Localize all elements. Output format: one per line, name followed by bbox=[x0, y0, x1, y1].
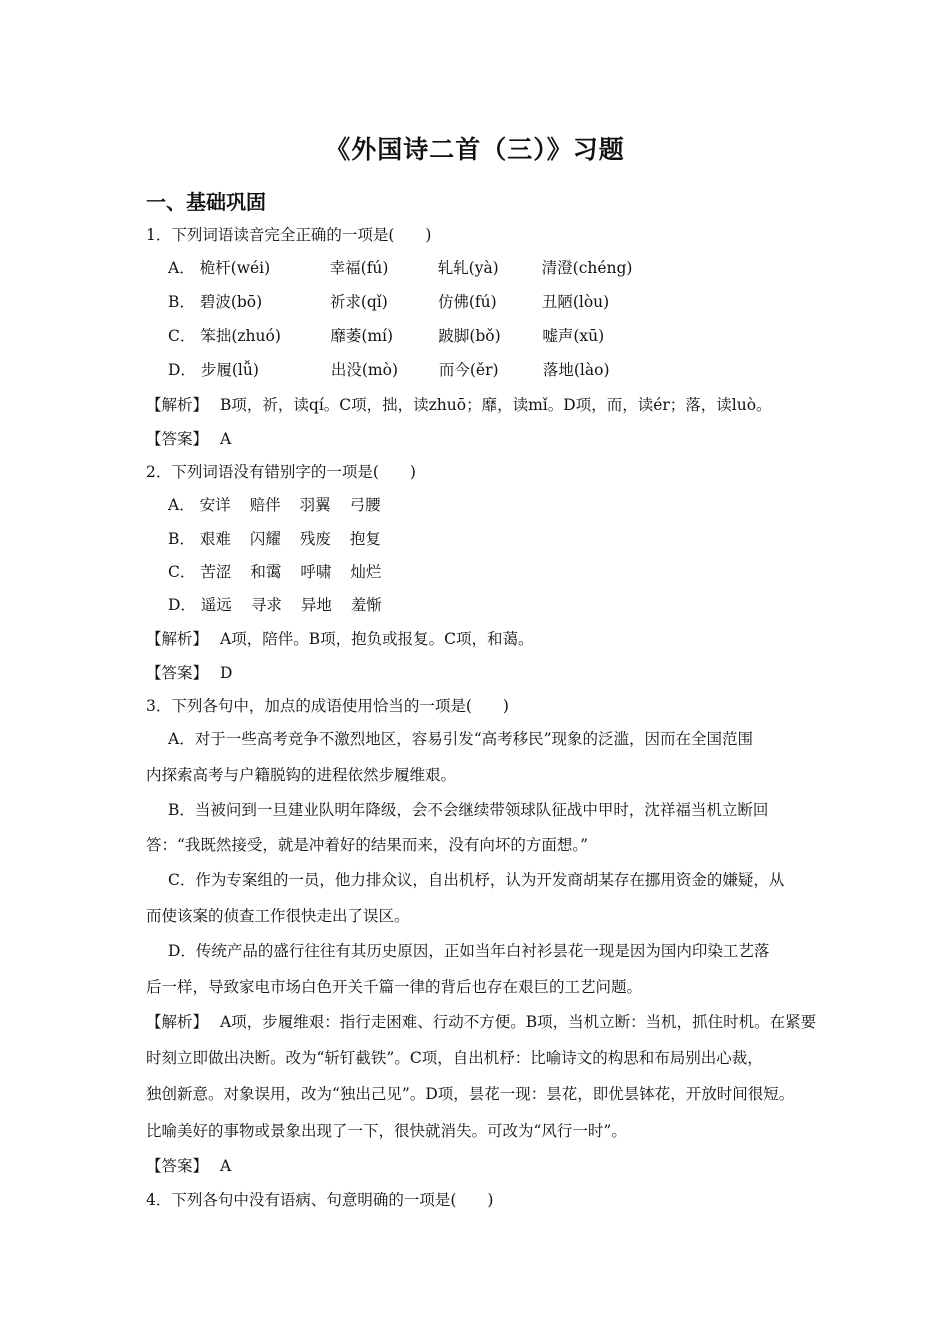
option-item: 抱复 bbox=[349, 530, 381, 548]
option-item: 苦涩 bbox=[200, 563, 232, 581]
answer-text: A bbox=[220, 1157, 232, 1175]
option-item: 清澄(chéng) bbox=[541, 259, 633, 277]
q1-option-a bbox=[168, 257, 838, 279]
q2-option-b bbox=[168, 528, 838, 550]
option-item: 而今(ěr) bbox=[438, 361, 499, 379]
option-item: 和霭 bbox=[250, 563, 282, 581]
q3-option-c-line2: 而使该案的侦查工作很快走出了误区。 bbox=[146, 907, 410, 925]
option-item: 寻求 bbox=[250, 596, 282, 614]
q3-stem: 3．下列各句中，加点的成语使用恰当的一项是( ) bbox=[146, 697, 509, 715]
q2-stem: 2．下列词语没有错别字的一项是( ) bbox=[146, 463, 416, 481]
option-label: C． bbox=[168, 563, 196, 581]
option-item: 弓腰 bbox=[349, 496, 381, 514]
option-item: 碧波(bō) bbox=[199, 293, 263, 311]
option-label: D． bbox=[168, 361, 196, 379]
option-label: B． bbox=[168, 293, 195, 311]
q1-option-b bbox=[168, 291, 838, 313]
option-item: 落地(lào) bbox=[542, 361, 610, 379]
option-label: D． bbox=[168, 596, 196, 614]
option-item: 跛脚(bǒ) bbox=[438, 327, 501, 345]
q3-option-a-line2: 内探索高考与户籍脱钩的进程依然步履维艰。 bbox=[146, 766, 457, 784]
option-label: C． bbox=[168, 327, 196, 345]
option-item: 步履(lǚ) bbox=[200, 361, 259, 379]
analysis-tag: 【解析】 bbox=[146, 630, 209, 648]
option-item: 靡萎(mí) bbox=[330, 327, 394, 345]
analysis-tag: 【解析】 bbox=[146, 1013, 209, 1031]
q2-analysis bbox=[146, 628, 816, 650]
option-item: 残废 bbox=[299, 530, 331, 548]
q3-option-b-line1: B．当被问到一旦建业队明年降级，会不会继续带领球队征战中甲时，沈祥福当机立断回 bbox=[168, 801, 769, 819]
q3-option-b-line2: 答：“我既然接受，就是冲着好的结果而来，没有向坏的方面想。” bbox=[146, 836, 589, 854]
q3-answer bbox=[146, 1155, 816, 1177]
q4-stem: 4．下列各句中没有语病、句意明确的一项是( ) bbox=[146, 1191, 494, 1209]
option-item: 仿佛(fú) bbox=[437, 293, 497, 311]
q2-answer bbox=[146, 662, 816, 684]
q3-analysis-line1 bbox=[146, 1011, 816, 1033]
document-title: 《外国诗二首（三）》习题 bbox=[325, 135, 625, 164]
option-label: A． bbox=[168, 496, 195, 514]
q2-option-a bbox=[168, 494, 838, 516]
section-heading: 一、基础巩固 bbox=[146, 190, 266, 214]
option-label: A． bbox=[168, 259, 195, 277]
answer-text: A bbox=[220, 430, 232, 448]
q2-option-c bbox=[168, 561, 838, 583]
answer-tag: 【答案】 bbox=[146, 430, 209, 448]
q1-option-c bbox=[168, 325, 838, 347]
answer-text: D bbox=[220, 664, 233, 682]
option-item: 赔伴 bbox=[249, 496, 281, 514]
option-item: 羽翼 bbox=[299, 496, 331, 514]
option-item: 呼啸 bbox=[300, 563, 332, 581]
q1-answer bbox=[146, 428, 816, 450]
analysis-text: B项，祈，读qí。C项，拙，读zhuō；靡，读mǐ。D项，而，读ér；落，读luò。 bbox=[220, 396, 772, 414]
q1-analysis bbox=[146, 394, 816, 416]
q3-option-c-line1: C．作为专案组的一员，他力排众议，自出机杼，认为开发商胡某存在挪用资金的嫌疑，从 bbox=[168, 871, 785, 889]
option-item: 羞惭 bbox=[350, 596, 382, 614]
option-item: 桅杆(wéi) bbox=[199, 259, 271, 277]
option-item: 笨拙(zhuó) bbox=[200, 327, 281, 345]
q3-option-d-line2: 后一样，导致家电市场白色开关千篇一律的背后也存在艰巨的工艺问题。 bbox=[146, 978, 643, 996]
option-item: 灿烂 bbox=[350, 563, 382, 581]
option-item: 祈求(qǐ) bbox=[329, 293, 388, 311]
option-item: 闪耀 bbox=[249, 530, 281, 548]
q3-analysis-line3: 独创新意。对象误用，改为“独出己见”。D项，昙花一现：昙花，即优昙钵花，开放时间很短。 bbox=[146, 1085, 795, 1103]
option-item: 幸福(fú) bbox=[329, 259, 389, 277]
q3-option-a-line1: A．对于一些高考竞争不激烈地区，容易引发“高考移民”现象的泛滥，因而在全国范围 bbox=[168, 730, 754, 748]
option-label: B． bbox=[168, 530, 195, 548]
option-item: 艰难 bbox=[199, 530, 231, 548]
option-item: 出没(mò) bbox=[330, 361, 398, 379]
option-item: 遥远 bbox=[200, 596, 232, 614]
option-item: 异地 bbox=[300, 596, 332, 614]
analysis-tag: 【解析】 bbox=[146, 396, 209, 414]
analysis-text: A项，陪伴。B项，抱负或报复。C项，和蔼。 bbox=[220, 630, 534, 648]
option-item: 嘘声(xū) bbox=[542, 327, 605, 345]
q1-stem: 1．下列词语读音完全正确的一项是( ) bbox=[146, 226, 432, 244]
analysis-text: A项，步履维艰：指行走困难、行动不方便。B项，当机立断：当机，抓住时机。在紧要 bbox=[220, 1013, 817, 1031]
q2-option-d bbox=[168, 594, 838, 616]
answer-tag: 【答案】 bbox=[146, 664, 209, 682]
option-item: 轧轧(yà) bbox=[437, 259, 499, 277]
q3-analysis-line2: 时刻立即做出决断。改为“斩钉截铁”。C项，自出机杼：比喻诗文的构思和布局别出心裁， bbox=[146, 1049, 763, 1067]
q3-option-d-line1: D．传统产品的盛行往往有其历史原因，正如当年白衬衫昙花一现是因为国内印染工艺落 bbox=[168, 942, 770, 960]
answer-tag: 【答案】 bbox=[146, 1157, 209, 1175]
option-item: 安详 bbox=[199, 496, 231, 514]
q3-analysis-line4: 比喻美好的事物或景象出现了一下，很快就消失。可改为“风行一时”。 bbox=[146, 1122, 627, 1140]
q1-option-d bbox=[168, 359, 838, 381]
option-item: 丑陋(lòu) bbox=[541, 293, 610, 311]
